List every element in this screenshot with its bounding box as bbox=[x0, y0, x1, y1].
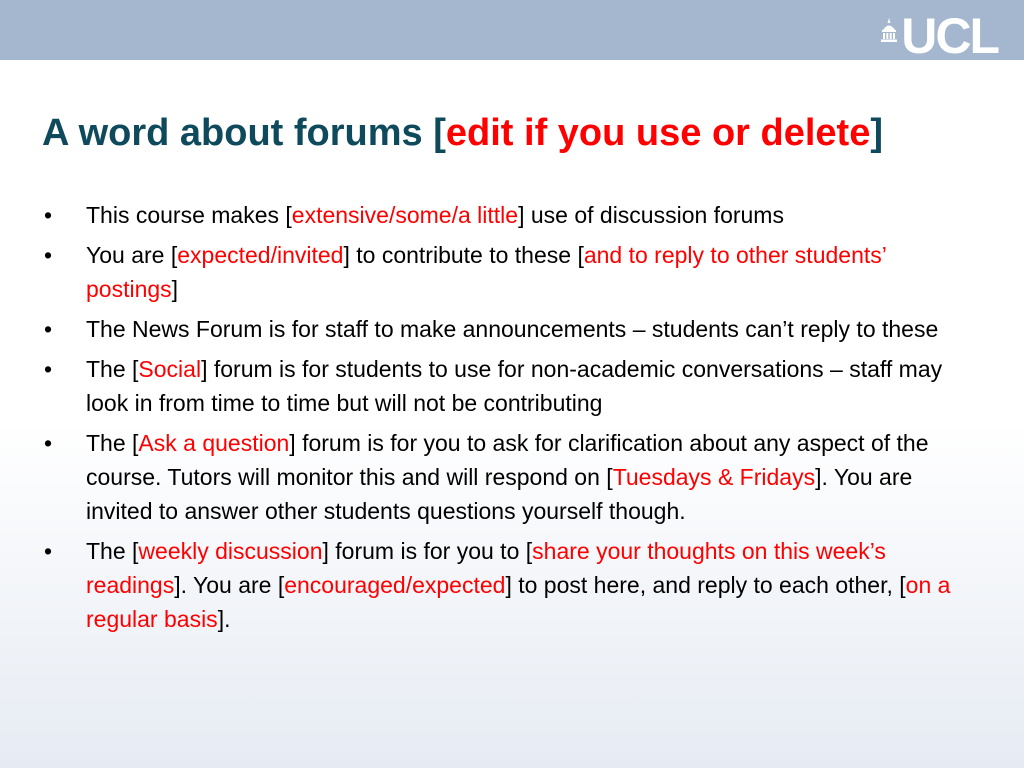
bullet-text: ] forum is for students to use for non-academic conversations – staff may look in from time to time but will not be contributing bbox=[86, 356, 943, 416]
placeholder-text: share your thoughts on this week’s readings bbox=[86, 538, 886, 598]
placeholder-text: and to reply to other students’ postings bbox=[86, 242, 887, 302]
bullet-dot: • bbox=[44, 538, 53, 564]
bullet-item bbox=[40, 426, 980, 528]
bullet-text: You are [ bbox=[86, 242, 178, 268]
bullet-text: ]. You are invited to answer other students questions yourself though. bbox=[86, 464, 913, 524]
bullet-dot: • bbox=[44, 430, 53, 456]
ucl-logo bbox=[880, 8, 998, 64]
bullet-item bbox=[40, 352, 980, 420]
bullet-item bbox=[40, 238, 980, 306]
bullet-item bbox=[40, 534, 980, 636]
bullet-text: ]. You are [ bbox=[174, 572, 285, 598]
placeholder-text: extensive/some/a little bbox=[291, 202, 519, 228]
placeholder-text: encouraged/expected bbox=[284, 572, 506, 598]
bullet-item bbox=[40, 198, 980, 232]
bullet-dot: • bbox=[44, 356, 53, 382]
title-main: A word about forums [ bbox=[42, 112, 446, 154]
bullet-text: The News Forum is for staff to make announcements – students can’t reply to these bbox=[86, 316, 939, 342]
bullet-text: The [ bbox=[86, 356, 139, 382]
title-highlight: edit if you use or delete bbox=[445, 112, 871, 154]
title-close: ] bbox=[870, 112, 883, 154]
bullet-text: ] use of discussion forums bbox=[518, 202, 784, 228]
placeholder-text: expected/invited bbox=[177, 242, 344, 268]
header-band bbox=[0, 0, 1024, 64]
bullet-text: ] bbox=[171, 276, 179, 302]
bullet-text: ] forum is for you to ask for clarification about any aspect of the course. Tutors will monitor this and will respond on [ bbox=[86, 430, 929, 490]
bullet-text: ] to post here, and reply to each other, [ bbox=[505, 572, 906, 598]
bullet-text: This course makes [ bbox=[86, 202, 292, 228]
bullet-list bbox=[40, 198, 980, 642]
bullet-dot: • bbox=[44, 202, 53, 228]
bullet-text: The [ bbox=[86, 430, 139, 456]
bullet-text: ] forum is for you to [ bbox=[322, 538, 533, 564]
bullet-text: The [ bbox=[86, 538, 139, 564]
bullet-item bbox=[40, 312, 980, 346]
bullet-dot: • bbox=[44, 242, 53, 268]
placeholder-text: Social bbox=[138, 356, 202, 382]
bullet-text: ] to contribute to these [ bbox=[343, 242, 584, 268]
placeholder-text: on a regular basis bbox=[86, 572, 951, 632]
bullet-text: ]. bbox=[217, 606, 231, 632]
placeholder-text: weekly discussion bbox=[138, 538, 323, 564]
portico-dome-icon bbox=[880, 18, 898, 42]
placeholder-text: Ask a question bbox=[138, 430, 290, 456]
logo-wordmark: UCL bbox=[901, 8, 998, 64]
placeholder-text: Tuesdays & Fridays bbox=[612, 464, 816, 490]
bullet-dot: • bbox=[44, 316, 53, 342]
slide-title bbox=[42, 110, 883, 156]
